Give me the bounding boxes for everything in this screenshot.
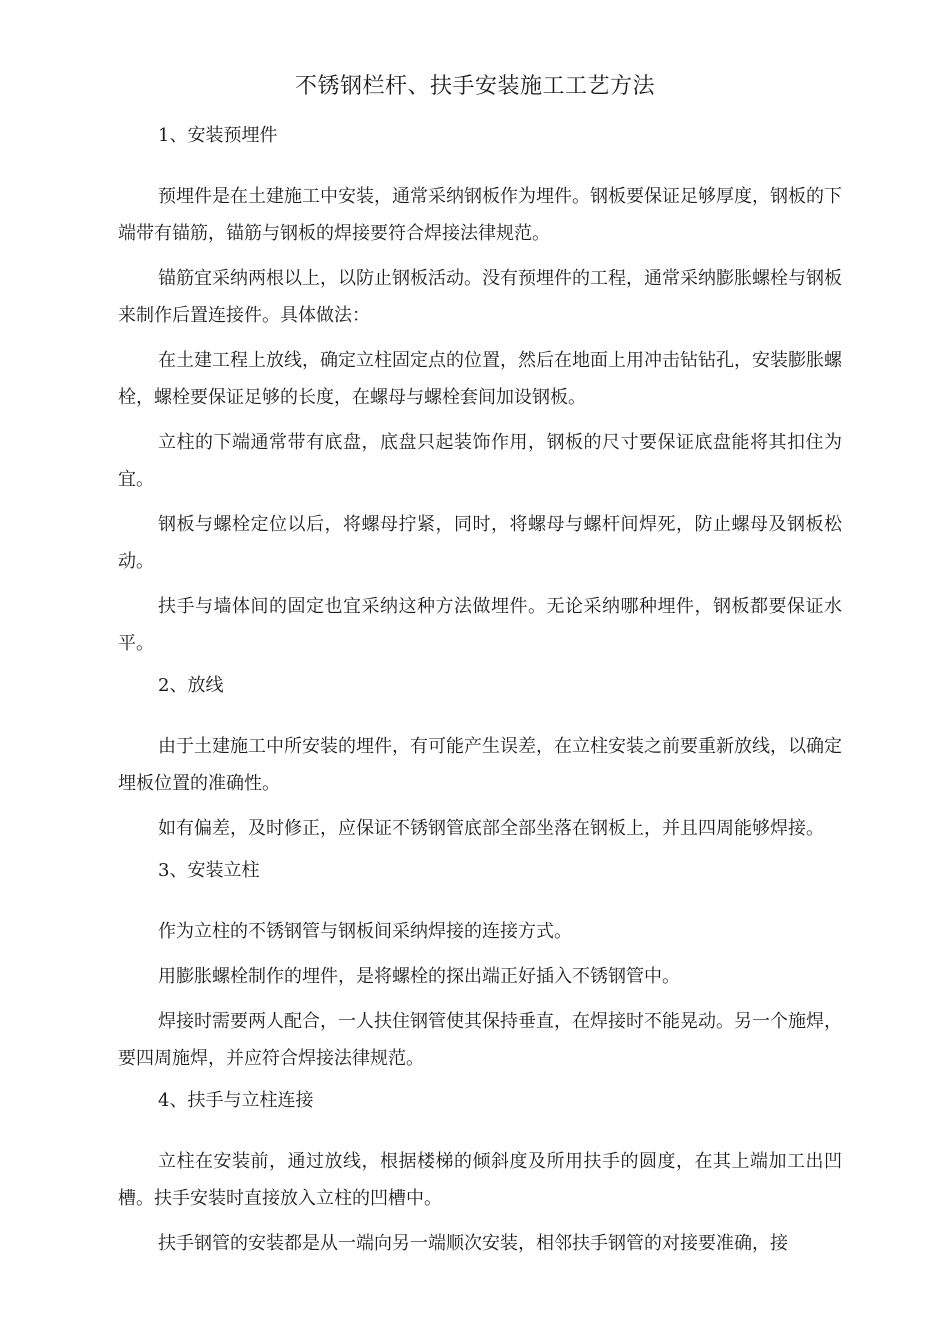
section-heading: 2、放线 [158,675,224,696]
paragraph: 由于土建施工中所安装的埋件，有可能产生误差，在立柱安装之前要重新放线，以确定埋板位置的准确性。 [118,736,842,794]
paragraph: 用膨胀螺栓制作的埋件，是将螺栓的探出端正好插入不锈钢管中。 [158,966,680,987]
section-layout-lines [118,670,842,847]
section-heading: 3、安装立柱 [158,860,260,881]
paragraph: 钢板与螺栓定位以后，将螺母拧紧，同时，将螺母与螺杆间焊死，防止螺母及钢板松动。 [118,514,842,572]
section-heading: 1、安装预埋件 [158,125,278,146]
section-handrail-post-connection [118,1085,842,1262]
section-install-posts [118,855,842,1077]
document-title: 不锈钢栏杆、扶手安装施工工艺方法 [294,74,655,99]
section-heading: 4、扶手与立柱连接 [158,1090,314,1111]
paragraph: 立柱的下端通常带有底盘，底盘只起装饰作用，钢板的尺寸要保证底盘能将其扣住为宜。 [118,432,842,490]
document-body [118,120,842,1270]
paragraph: 锚筋宜采纳两根以上，以防止钢板活动。没有预埋件的工程，通常采纳膨胀螺栓与钢板来制作后置连接件。具体做法： [118,268,842,326]
paragraph: 作为立柱的不锈钢管与钢板间采纳焊接的连接方式。 [158,921,572,942]
section-install-embedded-parts [118,120,842,662]
paragraph: 如有偏差，及时修正，应保证不锈钢管底部全部坐落在钢板上，并且四周能够焊接。 [158,818,824,839]
paragraph: 预埋件是在土建施工中安装，通常采纳钢板作为埋件。钢板要保证足够厚度，钢板的下端带有锚筋，锚筋与钢板的焊接要符合焊接法律规范。 [118,186,842,244]
paragraph: 焊接时需要两人配合，一人扶住钢管使其保持垂直，在焊接时不能晃动。另一个施焊，要四周施焊，并应符合焊接法律规范。 [118,1011,842,1069]
paragraph: 在土建工程上放线，确定立柱固定点的位置，然后在地面上用冲击钻钻孔，安装膨胀螺栓，螺栓要保证足够的长度，在螺母与螺栓套间加设钢板。 [118,350,842,408]
paragraph: 扶手与墙体间的固定也宜采纳这种方法做埋件。无论采纳哪种埋件，钢板都要保证水平。 [118,596,842,654]
paragraph: 扶手钢管的安装都是从一端向另一端顺次安装，相邻扶手钢管的对接要准确，接 [158,1233,788,1254]
paragraph: 立柱在安装前，通过放线，根据楼梯的倾斜度及所用扶手的圆度，在其上端加工出凹槽。扶手安装时直接放入立柱的凹槽中。 [118,1151,842,1209]
